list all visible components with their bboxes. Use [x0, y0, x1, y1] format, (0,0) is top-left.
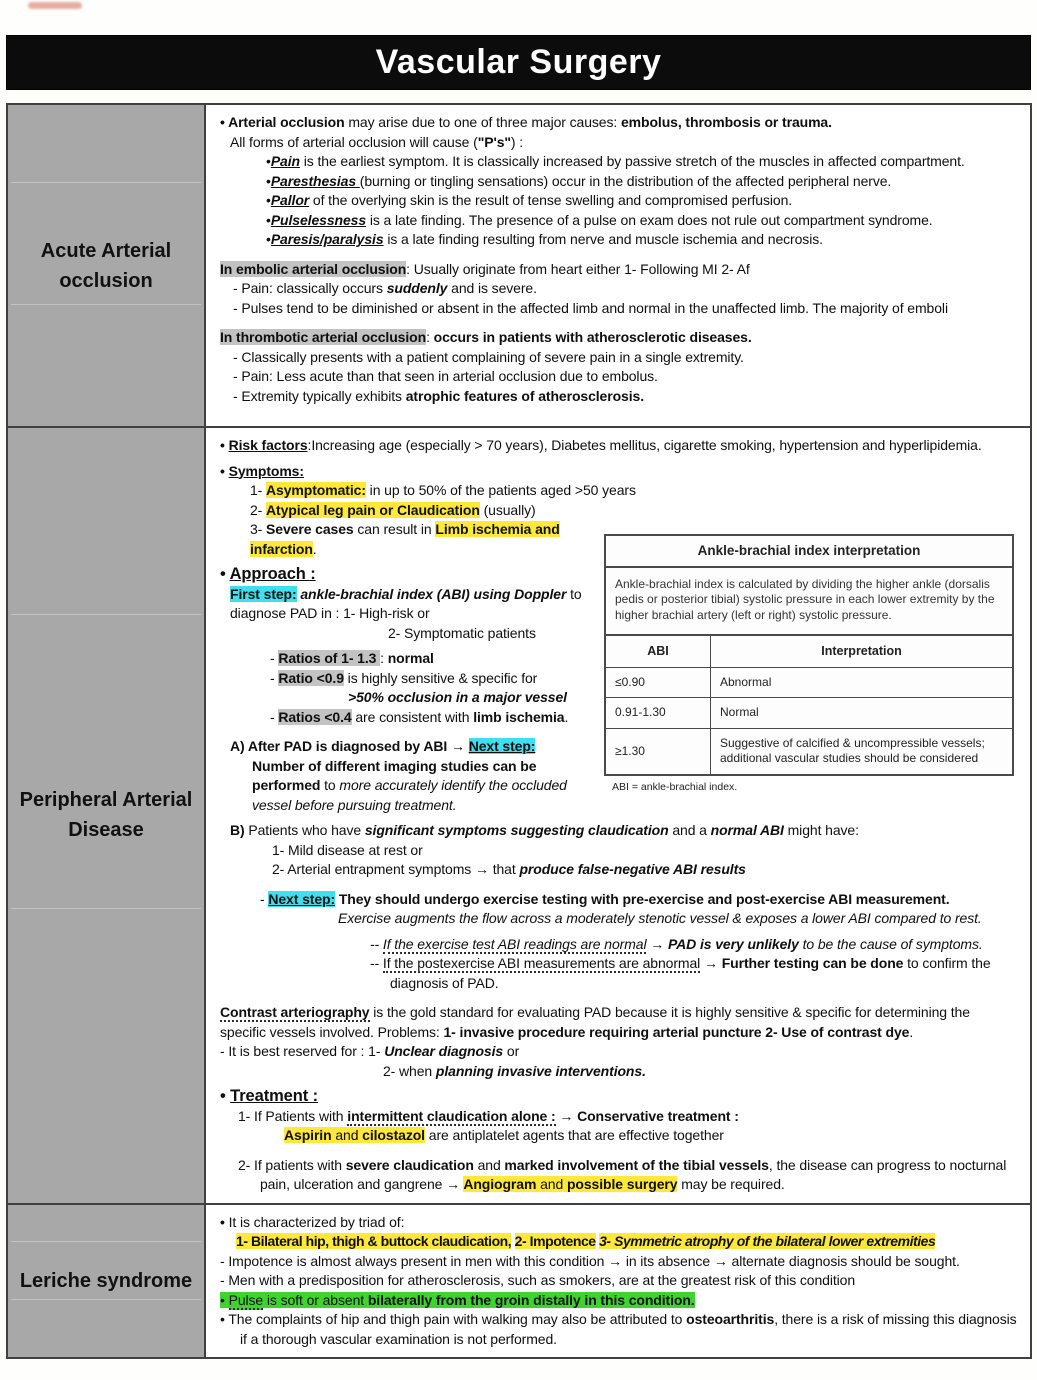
text-segment: is highly sensitive & specific for	[343, 669, 538, 686]
text-segment: Arterial occlusion	[228, 114, 345, 130]
text-segment: •	[266, 192, 271, 208]
text-segment: •	[220, 565, 230, 583]
text-segment: - It is best reserved for : 1-	[220, 1043, 385, 1059]
text-line	[220, 1042, 1018, 1062]
text-segment: →	[450, 738, 469, 754]
text-segment: Atypical leg pain or Claudication	[266, 501, 480, 518]
text-segment: atrophic features of atherosclerosis.	[405, 387, 644, 404]
text-segment: -	[260, 890, 269, 907]
text-line	[220, 1126, 1018, 1146]
text-segment: :	[380, 650, 388, 666]
text-line	[220, 348, 1018, 368]
text-segment: •	[220, 462, 229, 479]
text-line	[220, 821, 1018, 841]
text-segment: to	[320, 777, 340, 793]
text-segment: •	[220, 437, 229, 453]
text-segment: •	[266, 153, 271, 169]
text-segment: Approach :	[229, 565, 316, 583]
text-line	[220, 890, 1018, 910]
text-segment: →	[713, 1252, 732, 1269]
text-segment: 1- Bilateral hip, thigh & buttock claudication,	[236, 1233, 512, 1249]
page-title: Vascular Surgery	[375, 43, 662, 81]
text-segment: .	[564, 708, 569, 725]
text-line	[220, 1087, 1018, 1107]
text-segment: is soft or absent	[263, 1291, 368, 1308]
text-line	[220, 230, 1018, 250]
text-line	[220, 387, 1018, 407]
text-line	[220, 585, 608, 624]
text-segment: normal	[387, 650, 434, 666]
text-segment: All forms of arterial occlusion will cause (	[230, 133, 478, 150]
text-line	[220, 1252, 1018, 1272]
text-segment: can result in	[353, 521, 436, 537]
text-segment: Unclear diagnosis	[384, 1043, 504, 1059]
text-segment: --	[370, 955, 383, 971]
text-segment: more accurately identify the occluded vessel before pursuing treatment.	[252, 777, 567, 813]
text-segment: 1- Mild disease at rest or	[272, 841, 423, 858]
text-segment: in up to 50% of the patients aged >50 years	[365, 482, 636, 498]
text-segment: - Men with a predisposition for atherosclerosis, such as smokers, are at the greatest risk of this condition	[220, 1272, 856, 1288]
text-segment: Ratios <0.4	[278, 708, 352, 725]
text-segment: In embolic arterial occlusion	[220, 260, 407, 277]
text-segment: (usually)	[479, 501, 536, 518]
text-line	[220, 1156, 1018, 1195]
text-segment: •	[266, 211, 271, 228]
text-segment: Number of different imaging studies can be performed	[252, 757, 537, 793]
abi-cell-interpretation: Suggestive of calcified & uncompressible vessels; additional vascular studies should be considered	[720, 735, 985, 766]
text-segment: bilaterally from the groin distally in this condition.	[367, 1291, 695, 1308]
text-segment: Contrast arteriography	[220, 1004, 370, 1020]
text-line	[220, 299, 1018, 319]
text-segment: After PAD is diagnosed by ABI	[247, 738, 451, 754]
text-segment: Symmetric atrophy of the bilateral lower extremities	[614, 1233, 936, 1249]
text-line	[220, 172, 1018, 192]
text-segment: ) :	[510, 133, 524, 150]
text-line	[220, 152, 1018, 172]
text-line	[220, 191, 1018, 211]
text-line	[220, 133, 1018, 153]
text-line	[220, 1232, 1018, 1252]
text-segment: produce false-negative ABI results	[519, 861, 746, 877]
text-segment: -	[270, 669, 279, 686]
text-segment: •	[220, 1213, 229, 1230]
text-segment: ankle-brachial index (ABI) using Doppler	[300, 585, 567, 602]
abi-table-title: Ankle-brachial index interpretation	[606, 536, 1012, 568]
text-segment: Pain	[270, 153, 300, 169]
text-segment: to diagnose PAD in : 1- High-risk or	[230, 585, 582, 621]
text-segment: Pallor	[270, 192, 310, 208]
text-segment: Conservative treatment :	[577, 1107, 739, 1124]
text-segment: →	[703, 955, 722, 971]
row-content-acute	[206, 105, 1030, 426]
row-content-leriche	[206, 1205, 1030, 1358]
text-line	[220, 1291, 1018, 1311]
text-segment: cilostazol	[362, 1127, 425, 1143]
text-segment: →	[608, 1252, 626, 1269]
text-segment: - Pain: Less acute than that seen in arterial occlusion due to embolus.	[233, 368, 658, 384]
text-line	[220, 1003, 1018, 1042]
text-segment: If the exercise test ABI readings are normal	[382, 935, 647, 952]
text-segment: - Pain: classically occurs	[233, 280, 387, 296]
abi-cell-value: ≤0.90	[606, 667, 711, 698]
text-line	[220, 462, 1018, 482]
text-segment: Exercise augments the flow across a moderately stenotic vessel & exposes a lower ABI compared to rest.	[338, 910, 982, 926]
text-line	[220, 113, 1018, 133]
text-segment: It is characterized by triad of:	[228, 1213, 405, 1230]
text-segment: - Extremity typically exhibits	[233, 387, 406, 404]
text-segment: , there is a risk of missing this diagnosis if a thorough vascular examination is not performed.	[240, 1311, 1017, 1347]
row-header-acute-arterial-occlusion	[8, 105, 206, 426]
text-line	[220, 260, 1018, 280]
text-line	[220, 501, 1018, 521]
text-segment: (burning or tingling sensations) occur in the distribution of the affected peripheral nerve.	[359, 172, 892, 189]
text-line	[220, 841, 1018, 861]
text-segment: 1- invasive procedure requiring arterial puncture 2- Use of contrast dye	[443, 1023, 910, 1040]
text-segment: →	[650, 935, 668, 952]
abi-cell-interpretation: Normal	[711, 698, 1013, 729]
text-segment: suddenly	[386, 280, 448, 296]
text-segment: and is severe.	[447, 280, 537, 296]
text-segment: Pulselessness	[270, 211, 367, 228]
text-segment: is the earliest symptom. It is classically increased by passive stretch of the muscles in affected compartment.	[299, 153, 965, 169]
text-segment: is a late finding resulting from nerve and muscle ischemia and necrosis.	[383, 231, 823, 247]
text-line	[220, 279, 1018, 299]
text-line	[220, 1107, 1018, 1127]
text-segment: .	[909, 1023, 914, 1040]
text-line	[220, 909, 1018, 929]
text-segment: normal ABI	[710, 822, 784, 838]
text-segment: significant symptoms suggesting claudication	[364, 822, 669, 838]
text-segment: •	[220, 114, 229, 130]
text-segment: In thrombotic arterial occlusion	[220, 329, 427, 345]
text-segment: Angiogram	[463, 1176, 537, 1192]
text-segment: • The complaints of hip and thigh pain with walking may also be attributed to	[220, 1311, 687, 1327]
text-segment: :	[426, 329, 434, 345]
text-segment: 2- when	[383, 1062, 436, 1079]
text-segment: →	[559, 1107, 578, 1124]
text-segment: alternate diagnosis should be sought.	[731, 1252, 960, 1269]
text-segment: possible surgery	[566, 1176, 678, 1192]
row-leriche-syndrome	[8, 1205, 1030, 1358]
text-segment: They should undergo exercise testing with pre-exercise and post-exercise ABI measurement.	[338, 890, 950, 907]
text-segment: 2-	[250, 501, 267, 518]
text-segment: >50% occlusion in a major vessel	[348, 689, 567, 705]
abi-col-header-abi: ABI	[606, 636, 711, 667]
text-segment: →	[446, 1176, 464, 1192]
text-segment: Risk factors	[228, 437, 308, 453]
row-header-leriche-syndrome	[8, 1205, 206, 1358]
text-line	[220, 367, 1018, 387]
text-line	[220, 211, 1018, 231]
notes-content-leriche	[220, 1213, 1018, 1350]
text-line	[220, 1062, 1018, 1082]
text-segment: Treatment :	[230, 1087, 319, 1105]
text-segment: and	[331, 1127, 363, 1143]
notes-content-acute	[220, 113, 1018, 406]
text-line	[220, 757, 582, 816]
abi-col-header-interpretation: Interpretation	[711, 636, 1013, 667]
text-segment: .	[312, 540, 317, 557]
text-segment: intermittent claudication alone :	[347, 1107, 556, 1124]
top-left-artifact	[28, 2, 82, 9]
text-segment: and a	[668, 822, 711, 838]
text-segment: •	[220, 1291, 229, 1308]
text-segment: Symptoms:	[228, 462, 304, 479]
text-line	[220, 1310, 1018, 1349]
text-segment: Limb ischemia and infarction	[250, 521, 560, 557]
text-segment: that	[492, 861, 520, 877]
text-segment: Patients who have	[248, 822, 365, 838]
abi-row	[606, 728, 1012, 774]
abi-interpretation-panel	[604, 534, 1014, 795]
text-segment: Next step:	[468, 738, 536, 754]
text-segment: 2- If patients with	[238, 1156, 346, 1173]
text-segment: If the postexercise ABI measurements are abnormal	[382, 955, 701, 971]
text-segment: planning invasive interventions.	[435, 1062, 646, 1079]
text-segment: B)	[230, 822, 249, 838]
abi-header-row	[606, 636, 1012, 667]
row-peripheral-arterial-disease	[8, 428, 1030, 1205]
text-segment: 2- Symptomatic patients	[388, 624, 536, 641]
text-segment: osteoarthritis	[686, 1311, 775, 1327]
abi-cell-interpretation: Abnormal	[711, 667, 1013, 698]
text-segment: PAD is very unlikely	[667, 935, 799, 952]
text-segment: First step:	[230, 585, 297, 602]
text-segment: may be required.	[677, 1176, 785, 1192]
row-header-label: Acute Arterial occlusion	[40, 239, 172, 292]
abi-table	[606, 636, 1012, 774]
abi-footnote: ABI = ankle-brachial index.	[612, 780, 738, 793]
text-segment: Asymptomatic:	[266, 482, 366, 498]
text-segment: and	[473, 1156, 505, 1173]
text-segment: are antiplatelet agents that are effective together	[424, 1127, 724, 1143]
text-segment: 3-	[250, 521, 267, 537]
notes-table	[6, 103, 1032, 1359]
abi-row	[606, 698, 1012, 729]
text-segment: 2- Arterial entrapment symptoms	[272, 861, 475, 877]
row-acute-arterial-occlusion	[8, 105, 1030, 428]
row-header-label: Peripheral Arterial Disease	[19, 789, 193, 842]
text-segment: →	[475, 861, 493, 877]
text-segment: Ratios of 1- 1.3	[278, 650, 381, 666]
text-segment: •	[266, 172, 271, 189]
text-segment: Paresthesias	[270, 172, 360, 189]
text-segment: Next step:	[268, 890, 336, 907]
text-segment: 1- If Patients with	[238, 1107, 348, 1124]
text-segment: - Classically presents with a patient complaining of severe pain in a single extremity.	[233, 348, 744, 365]
abi-cell-value: ≥1.30	[606, 728, 711, 774]
text-segment: is the gold standard for evaluating PAD because it is highly sensitive & specific for determining the specific vessels involved. Problems:	[220, 1004, 970, 1040]
text-line	[220, 1213, 1018, 1233]
text-segment: --	[370, 935, 383, 952]
row-header-peripheral-arterial-disease	[8, 428, 206, 1203]
abi-table-description: Ankle-brachial index is calculated by dividing the higher ankle (dorsalis pedis or posterior tibial) systolic pressure in each lower extremity by the higher brachial artery (left or right) systolic pressure.	[606, 568, 1012, 637]
text-segment: - Pulses tend to be diminished or absent in the affected limb and normal in the unaffected limb. The majority of emboli	[233, 299, 948, 316]
text-line	[220, 1271, 1018, 1291]
text-segment: , the disease can progress to nocturnal pain, ulceration and gangrene	[260, 1156, 1007, 1192]
row-content-pad	[206, 428, 1030, 1203]
text-segment: Pulse	[228, 1291, 264, 1308]
text-segment: A)	[230, 738, 248, 754]
text-segment: :Increasing age (especially > 70 years), Diabetes mellitus, cigarette smoking, hypertension and hyperlipidemia.	[307, 437, 982, 453]
text-line	[220, 481, 1018, 501]
abi-row	[606, 667, 1012, 698]
text-segment: occurs in patients with atherosclerotic diseases.	[433, 329, 752, 345]
text-line	[220, 328, 1018, 348]
text-segment: 3-	[599, 1233, 615, 1249]
text-segment: Paresis/paralysis	[270, 231, 384, 247]
abi-box	[604, 534, 1014, 776]
text-segment: "P's"	[477, 133, 511, 150]
text-segment: embolus, thrombosis or trauma.	[620, 114, 832, 130]
text-line	[220, 436, 1018, 456]
text-segment: of the overlying skin is the result of tense swelling and compromised perfusion.	[309, 192, 793, 208]
text-segment: is a late finding. The presence of a pulse on exam does not rule out compartment syndrome.	[366, 211, 933, 228]
text-segment: may arise due to one of three major causes:	[344, 114, 621, 130]
text-segment: are consistent with	[351, 708, 474, 725]
text-segment: 2- Impotence	[514, 1233, 596, 1249]
text-segment: Aspirin	[284, 1127, 332, 1143]
row-header-label: Leriche syndrome	[19, 1269, 193, 1292]
text-line	[220, 935, 1018, 955]
text-segment: - Impotence is almost always present in men with this condition	[220, 1252, 609, 1269]
text-segment: might have:	[783, 822, 859, 838]
text-line	[220, 954, 1018, 993]
text-line	[220, 860, 1018, 880]
text-segment: marked involvement of the tibial vessels	[504, 1156, 769, 1173]
text-line	[220, 520, 628, 559]
text-segment: to be the cause of symptoms.	[802, 935, 983, 952]
text-segment: : Usually originate from heart either 1- Following MI 2- Af	[406, 260, 750, 277]
page-title-bar	[6, 35, 1031, 90]
text-segment: and	[536, 1176, 567, 1192]
text-segment: -	[270, 650, 279, 666]
text-segment: -	[270, 708, 279, 725]
text-segment: limb ischemia	[473, 708, 565, 725]
text-segment: or	[503, 1043, 520, 1059]
text-segment: •	[266, 231, 271, 247]
text-segment: in its absence	[625, 1252, 714, 1269]
text-segment: Ratio <0.9	[278, 669, 344, 686]
text-segment: to confirm the diagnosis of PAD.	[390, 955, 991, 991]
abi-cell-value: 0.91-1.30	[606, 698, 711, 729]
text-segment: •	[220, 1087, 231, 1105]
text-segment: 1-	[250, 482, 267, 498]
text-segment: severe claudication	[345, 1156, 474, 1173]
text-segment: Severe cases	[266, 521, 354, 537]
text-segment: Further testing can be done	[721, 955, 904, 971]
